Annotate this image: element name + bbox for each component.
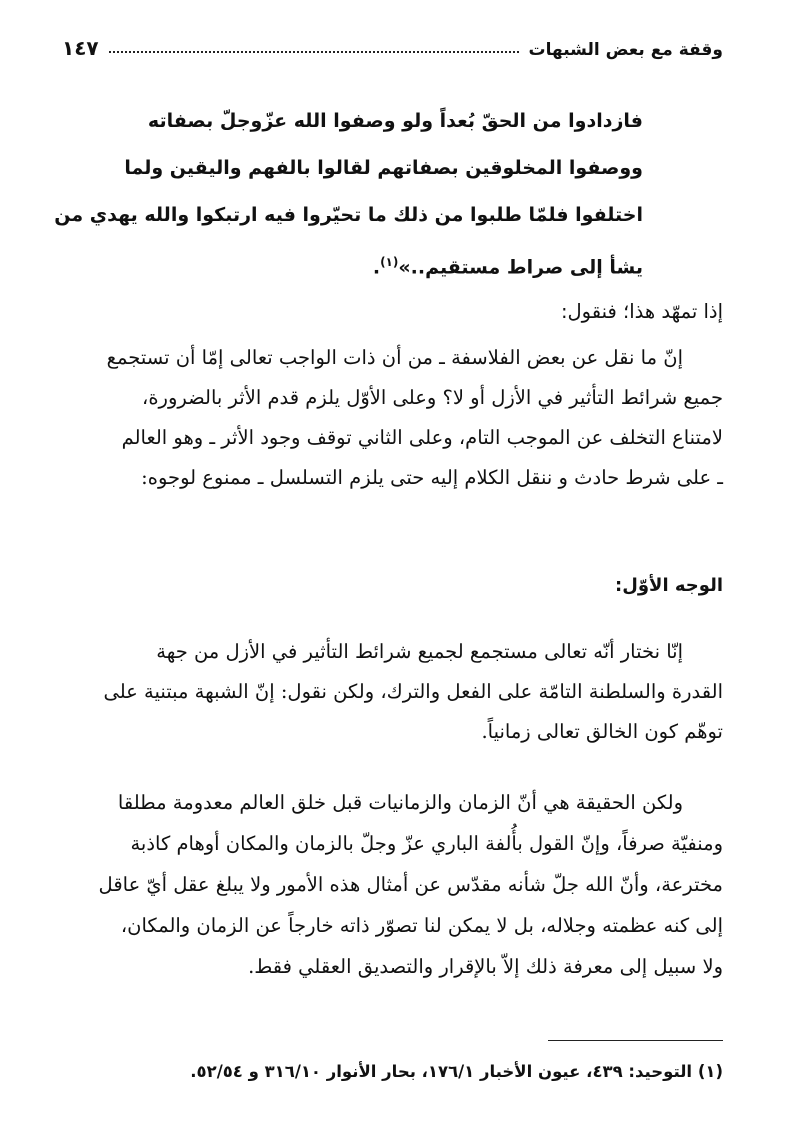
- quote-line: فازدادوا من الحقّ بُعداً ولو وصفوا الله عزّوجلّ بصفاته: [147, 110, 643, 132]
- footnote-reference: (١): [380, 255, 399, 269]
- paragraph-first-aspect: [58, 632, 723, 752]
- quoted-passage: [54, 98, 643, 291]
- quote-line: اختلفوا فلمّا طلبوا من ذلك ما تحيّروا فيه ارتبكوا والله يهدي من: [54, 204, 643, 226]
- quote-line-text: يشأ إلى صراط مستقيم..»: [398, 256, 643, 279]
- paragraph-line: جميع شرائط التأثير في الأزل أو لا؟ وعلى الأوّل يلزم قدم الأثر بالضرورة،: [142, 386, 723, 409]
- paragraph-reality: [58, 782, 723, 987]
- section-heading: الوجه الأوّل:: [615, 575, 723, 596]
- paragraph-philosophers-claim: [58, 338, 723, 498]
- paragraph-line: توهّم كون الخالق تعالى زمانياً.: [481, 720, 723, 743]
- running-title: وقفة مع بعض الشبهات: [528, 40, 723, 60]
- page-number: ١٤٧: [62, 36, 99, 60]
- footnote-separator: [548, 1040, 723, 1041]
- paragraph-line: ومنفيّة صرفاً، وإنّ القول بأُلفة الباري عزّ وجلّ بالزمان والمكان أوهام كاذبة: [130, 832, 723, 855]
- intro-paragraph: [58, 292, 723, 332]
- page-header: [62, 30, 723, 60]
- paragraph-line: ـ على شرط حادث و ننقل الكلام إليه حتى يلزم التسلسل ـ ممنوع لوجوه:: [141, 466, 723, 489]
- paragraph-line: إنّ ما نقل عن بعض الفلاسفة ـ من أن ذات الواجب تعالى إمّا أن تستجمع: [106, 346, 683, 369]
- paragraph-line: ولا سبيل إلى معرفة ذلك إلاّ بالإقرار والتصديق العقلي فقط.: [248, 955, 723, 978]
- quote-line: يشأ إلى صراط مستقيم..»$^{(١)}$.: [372, 255, 643, 279]
- paragraph-line: القدرة والسلطنة التامّة على الفعل والترك، ولكن نقول: إنّ الشبهة مبتنية على: [103, 680, 723, 703]
- footnote: (١) التوحيد: ٤٣٩، عيون الأخبار ١٧٦/١، بحار الأنوار ٣١٦/١٠ و ٥٢/٥٤.: [190, 1062, 723, 1081]
- paragraph-line: لامتناع التخلف عن الموجب التام، وعلى الثاني توقف وجود الأثر ـ وهو العالم: [121, 426, 723, 449]
- paragraph-line: إلى كنه عظمته وجلاله، بل لا يمكن لنا تصوّر ذاته خارجاً عن الزمان والمكان،: [120, 914, 723, 937]
- quote-line: ووصفوا المخلوقين بصفاتهم لقالوا بالفهم واليقين ولما: [124, 157, 643, 179]
- paragraph-line: ولكن الحقيقة هي أنّ الزمان والزمانيات قبل خلق العالم معدومة مطلقا: [117, 791, 683, 814]
- paragraph-line: مخترعة، وأنّ الله جلّ شأنه مقدّس عن أمثال هذه الأمور ولا يبلغ عقل أيّ عاقل: [98, 873, 723, 896]
- intro-line: إذا تمهّد هذا؛ فنقول:: [560, 300, 723, 323]
- header-leader-dots: [109, 51, 519, 53]
- paragraph-line: إنّا نختار أنّه تعالى مستجمع لجميع شرائط التأثير في الأزل من جهة: [156, 640, 683, 663]
